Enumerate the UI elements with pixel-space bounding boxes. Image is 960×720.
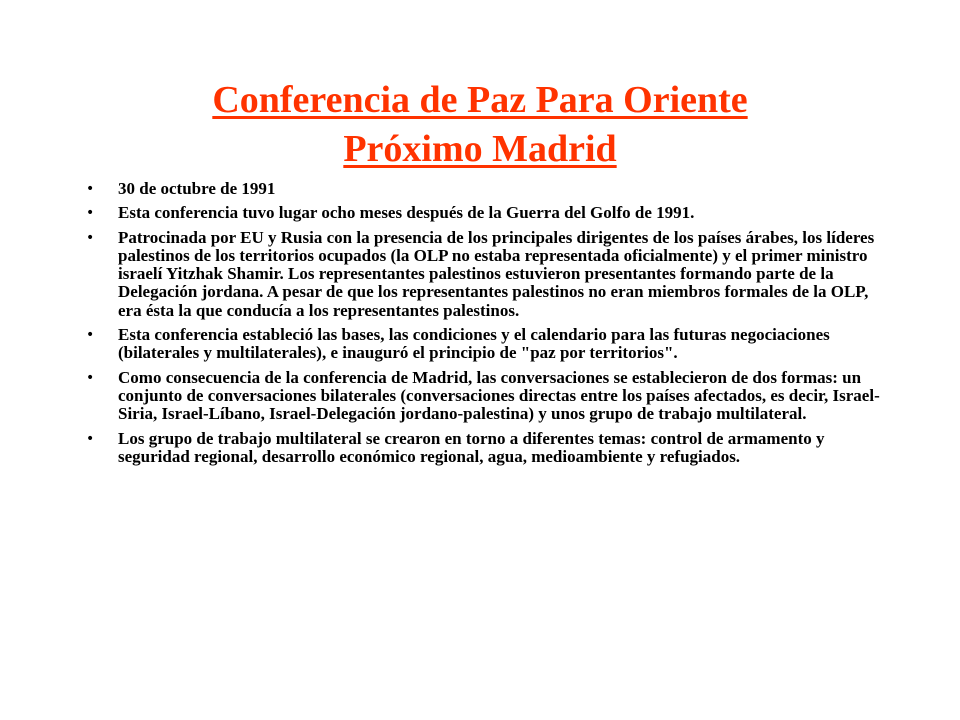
bullet-icon: • — [86, 181, 95, 197]
bullet-item-consequences — [86, 369, 886, 424]
bullet-text: Los grupo de trabajo multilateral se crearon en torno a diferentes temas: control de armamento y seguridad regional, desarrollo económico regional, agua, medioambiente y refugiados. — [118, 428, 825, 466]
slide-title — [100, 76, 860, 174]
bullet-text: Esta conferencia tuvo lugar ocho meses después de la Guerra del Golfo de 1991. — [118, 203, 695, 223]
bullet-icon: • — [86, 430, 95, 447]
bullet-text: Patrocinada por EU y Rusia con la presencia de los principales dirigentes de los países árabes, los líderes palestinos de los territorios ocupados (la OLP no estaba representada oficialmente) y el primer ministro israelí Yitzhak Shamir. Los representantes palestinos estuvieron presentantes formando parte de la Delegación jordana. A pesar de que los representantes palestinos no eran miembros formales de la OLP, era ésta la que conducía a los representantes palestinos. — [118, 227, 875, 320]
bullet-item-date — [86, 180, 886, 198]
bullet-item-working-groups — [86, 430, 886, 467]
bullet-icon: • — [86, 205, 95, 222]
bullet-item-timing — [86, 204, 886, 222]
bullet-icon: • — [86, 229, 95, 246]
bullet-text: Esta conferencia estableció las bases, las condiciones y el calendario para las futuras negociaciones (bilaterales y multilaterales), e inauguró el principio de "paz por territorios". — [118, 325, 830, 363]
title-line-2: Próximo Madrid — [343, 128, 617, 170]
bullet-list — [86, 180, 886, 472]
bullet-icon: • — [86, 327, 95, 344]
bullet-text: 30 de octubre de 1991 — [118, 179, 276, 198]
bullet-item-sponsors — [86, 229, 886, 320]
bullet-item-foundations — [86, 326, 886, 363]
title-line-1: Conferencia de Paz Para Oriente — [212, 79, 748, 121]
bullet-text: Como consecuencia de la conferencia de Madrid, las conversaciones se establecieron de dos formas: un conjunto de conversaciones bilaterales (conversaciones directas entre los países afectados, es decir, Israel-Siria, Israel-Líbano, Israel-Delegación jordano-palestina) y unos grupo de trabajo multilateral. — [118, 367, 880, 424]
bullet-icon: • — [86, 369, 95, 386]
